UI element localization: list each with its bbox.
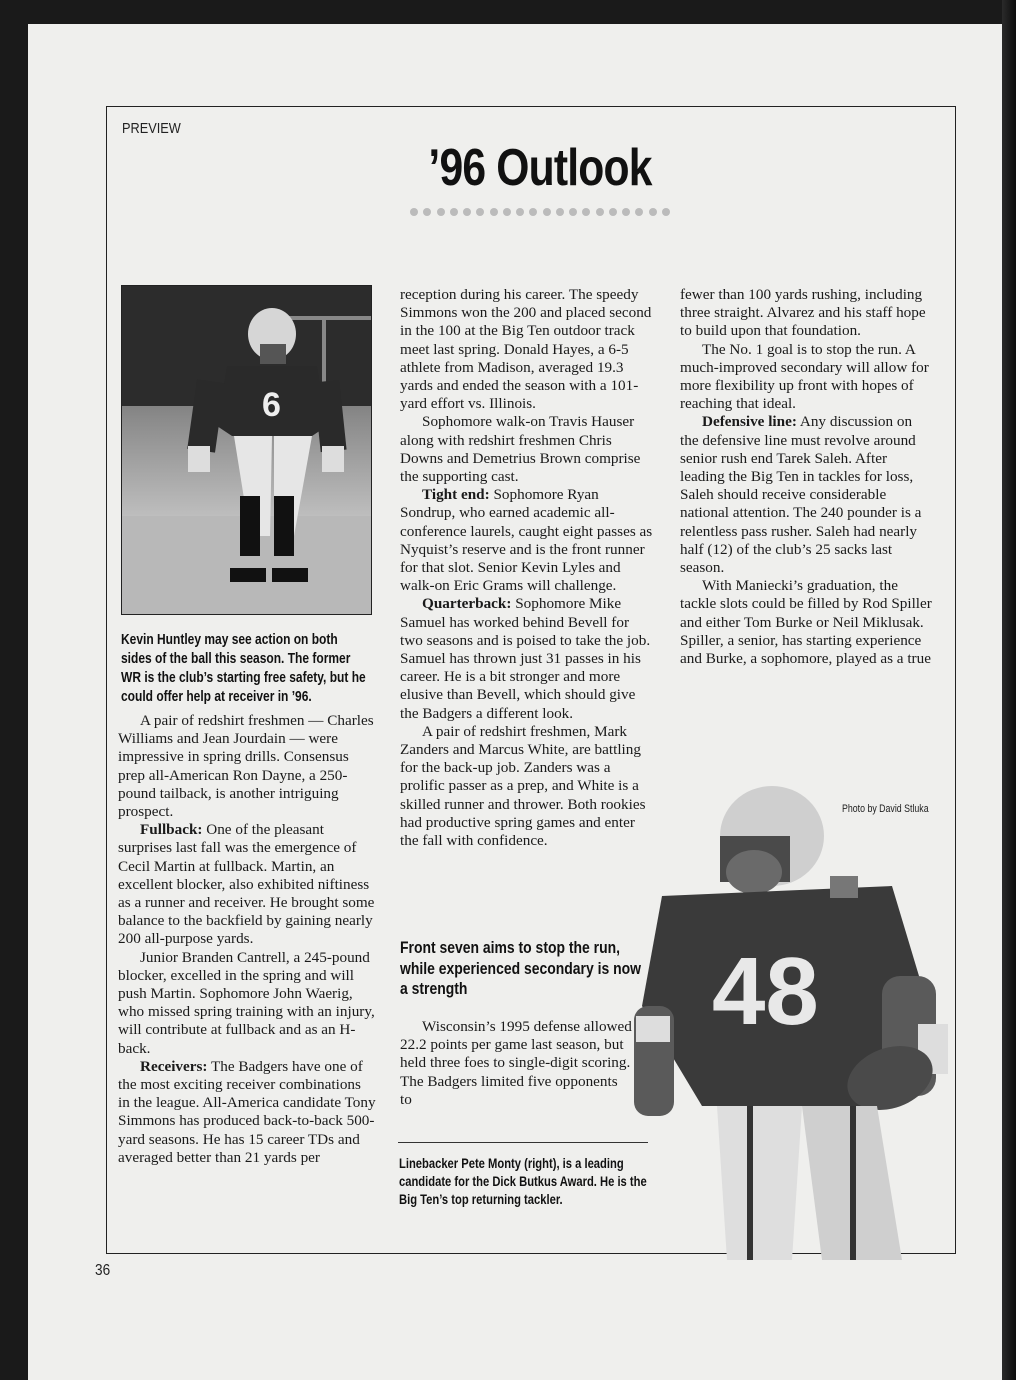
paragraph: Quarterback: Sophomore Mike Samuel has worked behind Bevell for two seasons and is poised to take the job. Samuel has thrown just 31 passes in his career. He is a bit stronger and more elusive than Bevell, which should give the Badgers a different look.	[400, 595, 651, 722]
article-column-2-lower	[400, 1018, 632, 1109]
paragraph: Sophomore walk-on Travis Hauser along with redshirt freshmen Chris Downs and Demetrius Brown comprise the supporting cast.	[400, 413, 641, 486]
page-number: 36	[95, 1262, 111, 1279]
run-in-head: Tight end:	[422, 486, 490, 504]
caption-rule	[398, 1142, 648, 1143]
paragraph: Fullback: One of the pleasant surprises last fall was the emergence of Cecil Martin at fullback. Martin, an excellent blocker, also exhibited niftiness as a runner and receiver. He brought some balance to the backfield by gaining nearly 200 all-purpose yards.	[118, 821, 375, 948]
run-in-head: Defensive line:	[702, 413, 797, 431]
paragraph: Junior Branden Cantrell, a 245-pound blocker, excelled in the spring and will push Martin. Sophomore John Waerig, who missed spring training with an injury, will contribute at fullback and as an H-back.	[118, 948, 375, 1057]
paragraph: Tight end: Sophomore Ryan Sondrup, who earned academic all-conference laurels, caught eight passes as Nyquist’s reserve and is the front runner for that slot. Senior Kevin Lyles and walk-on Eric Grams will challenge.	[400, 486, 653, 595]
article-column-3	[680, 286, 934, 668]
section-subhead: Front seven aims to stop the run, while experienced secondary is now a strength	[400, 938, 641, 998]
monty-photo	[622, 776, 952, 1260]
article-column-2	[400, 286, 654, 850]
paragraph: A pair of redshirt freshmen, Mark Zanders and Marcus White, are battling for the back-up job. Zanders was a prolific passer as a prep, and White is a skilled runner and thrower. Both rookies had productive spring games and enter the fall with confidence.	[400, 722, 646, 850]
page-title: ’96 Outlook	[428, 139, 652, 197]
run-in-head: Quarterback:	[422, 595, 512, 613]
paragraph: The No. 1 goal is to stop the run. A much-improved secondary will allow for more flexibility up front with hopes of reaching that ideal.	[680, 340, 929, 413]
photo-caption-monty: Linebacker Pete Monty (right), is a leading candidate for the Dick Butkus Award. He is the Big Ten’s top returning tackler.	[399, 1155, 647, 1207]
paragraph: With Maniecki’s graduation, the tackle slots could be filled by Rod Spiller and either Tom Burke or Neil Miklusak. Spiller, a senior, has starting experience and Burke, a sophomore, played as a true	[680, 577, 932, 668]
paragraph: A pair of redshirt freshmen — Charles Williams and Jean Jourdain — were impressive in spring drills. Consensus prep all-American Ron Dayne, a 250-pound tailback, is another intriguing prospect.	[118, 712, 374, 821]
paragraph: Defensive line: Any discussion on the defensive line must revolve around senior rush end Tarek Saleh. After leading the Big Ten in tackles for loss, Saleh should receive considerable national attention. The 240 pounder is a relentless pass rusher. Saleh had nearly half (12) of the club’s 25 sacks last season.	[680, 413, 922, 577]
run-in-head: Receivers:	[140, 1057, 208, 1075]
page-edge	[1002, 0, 1016, 1380]
article-column-1	[118, 712, 376, 1167]
paragraph: Wisconsin’s 1995 defense allowed 22.2 points per game last season, but held three foes to single-digit scoring. The Badgers limited five opponents to	[400, 1018, 632, 1108]
jersey-number: 48	[712, 938, 819, 1045]
run-in-head: Fullback:	[140, 821, 203, 839]
section-label: PREVIEW	[122, 120, 181, 137]
photo-credit: Photo by David Stluka	[842, 803, 929, 815]
paragraph: reception during his career. The speedy Simmons won the 200 and placed second in the 100 at the Big Ten outdoor track meet last spring. Donald Hayes, a 6-5 athlete from Madison, averaged 19.3 yards and ended the season with a 101-yard effort vs. Illinois.	[400, 286, 652, 413]
paragraph: Receivers: The Badgers have one of the most exciting receiver combinations in the league. All-America candidate Tony Simmons has produced back-to-back 500-yard seasons. He has 15 career TDs and averaged better than 21 yards per	[118, 1057, 376, 1166]
paragraph: fewer than 100 yards rushing, including three straight. Alvarez and his staff hope to build upon that foundation.	[680, 286, 926, 340]
photo-caption-huntley: Kevin Huntley may see action on both sides of the ball this season. The former WR is the club’s starting free safety, but he could offer help at receiver in ’96.	[121, 631, 366, 705]
title-dot-rule	[410, 208, 670, 220]
huntley-photo	[121, 285, 372, 615]
svg-text:6: 6	[262, 386, 281, 424]
